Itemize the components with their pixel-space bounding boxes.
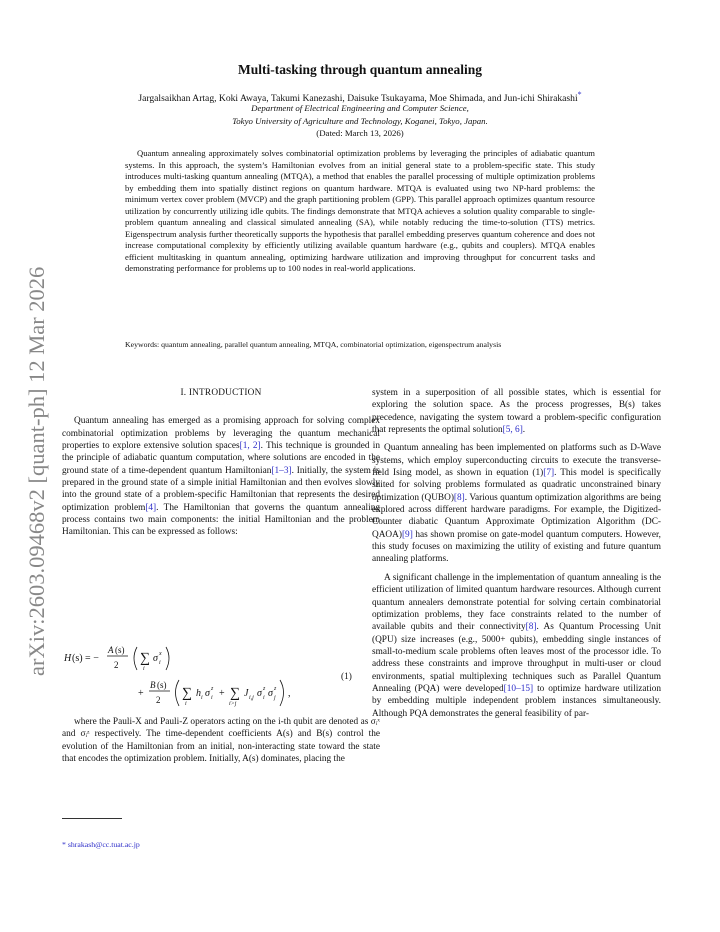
svg-text:h: h <box>196 688 201 699</box>
svg-text:H: H <box>64 653 72 664</box>
svg-text:z: z <box>263 686 266 692</box>
abstract <box>125 148 595 275</box>
svg-text:σ: σ <box>268 688 273 699</box>
svg-text:B: B <box>150 680 156 690</box>
affiliation-line-2: Tokyo University of Agriculture and Technology, Koganei, Tokyo, Japan. <box>232 116 488 126</box>
citation-link[interactable]: [8] <box>453 492 465 503</box>
footnote-email-link[interactable]: shrakash@cc.tuat.ac.jp <box>67 840 140 849</box>
svg-text:∑: ∑ <box>182 686 192 701</box>
arxiv-identifier <box>8 240 54 680</box>
svg-text:∑: ∑ <box>230 686 240 701</box>
intro-paragraph-2: where the Pauli-X and Pauli-Z operators acting on the i-th qubit are denoted as σᵢˣ and σᵢᶻ respectively. The time-dependent coefficients A(s) and B(s) control the evolution of the Hamiltonian from an initial, non-interacting state toward the state that encodes the optimization problem. Initially, A(s) dominates, placing the <box>62 717 380 765</box>
svg-text:(s) = −: (s) = − <box>72 653 99 664</box>
citation-link[interactable]: [5, 6] <box>502 425 523 436</box>
svg-text:σ: σ <box>153 653 158 664</box>
paper-title: Multi-tasking through quantum annealing <box>238 62 482 77</box>
svg-text:+: + <box>219 688 225 699</box>
svg-text:(s): (s) <box>115 646 125 655</box>
svg-text:i: i <box>201 695 203 701</box>
footnote <box>62 840 140 849</box>
keywords: Keywords: quantum annealing, parallel quantum annealing, MTQA, combinatorial optimization, eigenspectrum analysis <box>125 340 502 349</box>
svg-text:i: i <box>159 660 161 666</box>
intro-paragraph-3: system in a superposition of all possible states, which is essential for exploring the solution space. As the process progresses, B(s) takes precedence, navigating the system toward a problem-specific configuration that represents the optimal solution[5, 6]. <box>372 388 661 436</box>
footnote-mark: * <box>62 840 66 849</box>
svg-text:i: i <box>143 666 145 672</box>
svg-text:j: j <box>274 695 276 701</box>
svg-text:i: i <box>185 701 187 707</box>
svg-text:σ: σ <box>257 688 262 699</box>
left-column-continued <box>62 716 380 765</box>
svg-text:J: J <box>244 688 249 699</box>
svg-text:i,j: i,j <box>249 695 254 701</box>
svg-text:∑: ∑ <box>140 651 150 666</box>
affiliation-line-1: Department of Electrical Engineering and Computer Science, <box>251 103 469 113</box>
footnote-rule <box>62 818 122 819</box>
abstract-text: Quantum annealing approximately solves combinatorial optimization problems by leveraging the principles of adiabatic quantum systems. In this approach, the system’s Hamiltonian evolves from an initial general state to a problem-specific state. This study introduces multi-tasking quantum annealing (MTQA), a method that enables the parallel processing of multiple optimization problems by embedding them into spatially distinct regions on quantum hardware. MTQA is evaluated using two NP-hard problems: the minimum vertex cover problem (MVCP) and the graph partitioning problem (GPP). This parallel approach optimizes quantum resource utilization by concurrently utilizing idle qubits. The findings demonstrate that MTQA achieves a solution quality comparable to single-problem quantum annealing and classical simulated annealing (SA), while notably reducing the time-to-solution (TTS) metrics. Eigenspectrum analysis further theoretically supports the hypothesis that parallel embedding preserves quantum coherence and does not increase computational complexity by efficiently utilizing available quantum hardware (e.g., qubits and couplers). MTQA enables efficient multitasking in quantum annealing, optimizing hardware utilization and improving throughput for concurrent tasks and demonstrating performance for problems up to 100 nodes in real-world applications. <box>125 148 595 273</box>
svg-text:A: A <box>108 646 114 655</box>
intro-paragraph-5: A significant challenge in the implementation of quantum annealing is the efficient utilization of limited quantum hardware resources. Although current quantum annealers demonstrate potential for solving certain combinatorial optimization problems, they face constraints related to the number of available qubits and their connectivity[8]. As Quantum Processing Unit (QPU) size increases (e.g., 5000+ qubits), embedding single instances of small-to-medium scale problems often leaves most of the processor idle. To address these constraints and improve throughput in multi-user or cloud environments, spatial multiplexing techniques such as Parallel Quantum Annealing (PQA) were developed[10–15] to optimize hardware utilization by embedding multiple independent problem instances simultaneously. Although PQA demonstrates the general feasibility of par- <box>372 572 661 719</box>
citation-link[interactable]: [10–15] <box>503 683 534 694</box>
svg-text:z: z <box>211 686 214 692</box>
svg-text:z: z <box>274 686 277 692</box>
authors-text: Jargalsaikhan Artag, Koki Awaya, Takumi Kanezashi, Daisuke Tsukayama, Moe Shimada, and Jun-ichi Shirakashi <box>138 93 578 105</box>
citation-link[interactable]: [9] <box>401 529 413 540</box>
hamiltonian-equation <box>60 646 360 708</box>
intro-paragraph-1: Quantum annealing has emerged as a promising approach for solving complex combinatorial optimization problems by leveraging the quantum mechanical properties to explore extensive solution spaces[1, 2]. This technique is grounded in the principle of adiabatic quantum computation, where solutions are encoded in the ground state of a time-dependent quantum Hamiltonian[1–3]. Initially, the system is prepared in the ground state of a simple initial Hamiltonian and then evolves slowly into the ground state of a problem-specific Hamiltonian that represents the desired optimization problem[4]. The Hamiltonian that governs the quantum annealing process contains two main components: the initial Hamiltonian and the problem Hamiltonian. This can be expressed as follows: <box>62 416 380 538</box>
intro-paragraph-4: Quantum annealing has been implemented on platforms such as D-Wave systems, which employ superconducting circuits to execute the transverse-field Ising model, as shown in equation (1)[7]. This model is specifically suited for solving problems formulated as quadratic unconstrained binary optimization (QUBO)[8]. Various quantum optimization algorithms are being explored across different hardware paradigms. For example, the Digitized-Counter diabatic Quantum Approximate Optimization Algorithm (DC-QAOA)[9] has shown promise on gate-model quantum computers. However, this study focuses on maximizing the utility of existing and future quantum annealing platforms. <box>372 443 661 565</box>
svg-text:i: i <box>211 695 213 701</box>
section-heading: I. INTRODUCTION <box>180 388 262 398</box>
svg-text:(s): (s) <box>157 680 167 690</box>
author-footnote-mark[interactable]: * <box>577 90 582 99</box>
svg-text:σ: σ <box>205 688 210 699</box>
svg-text:+: + <box>138 688 144 699</box>
svg-text:i>j: i>j <box>229 701 237 707</box>
svg-text:arXiv:2603.09468v2 [quant-ph]: arXiv:2603.09468v2 [quant-ph] 12 Mar 2026 <box>24 266 49 676</box>
citation-link[interactable]: [4] <box>145 502 157 513</box>
svg-text:2: 2 <box>114 660 119 670</box>
citation-link[interactable]: [7] <box>543 468 555 479</box>
citation-link[interactable]: [8] <box>525 622 537 633</box>
citation-link[interactable]: [1–3] <box>271 465 292 476</box>
equation-number: (1) <box>341 672 352 682</box>
citation-link[interactable]: [1, 2] <box>239 441 261 452</box>
left-column <box>62 387 380 539</box>
svg-text:2: 2 <box>156 695 161 705</box>
svg-text:x: x <box>159 651 162 657</box>
svg-text:,: , <box>288 688 291 699</box>
right-column <box>372 387 661 720</box>
date-line: (Dated: March 13, 2026) <box>316 128 404 138</box>
svg-text:i: i <box>263 695 265 701</box>
